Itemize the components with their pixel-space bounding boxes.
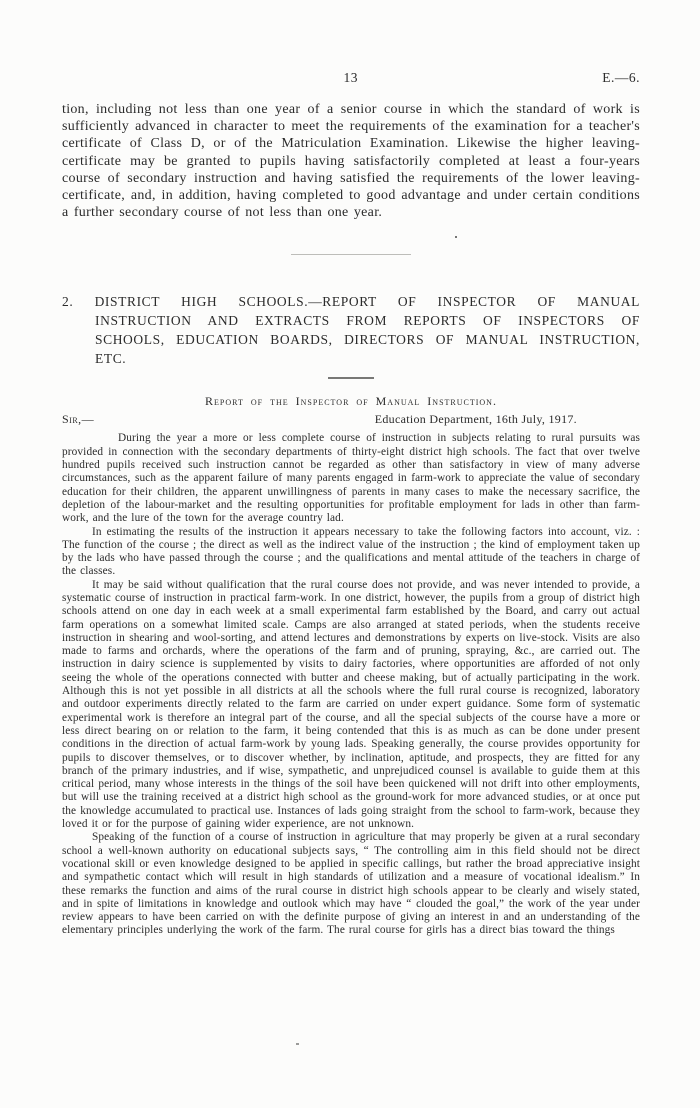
salutation-row [62, 412, 640, 427]
section-divider-light [291, 254, 411, 255]
report-paragraph: It may be said without qualification that the rural course does not provide, and was never intended to provide, a systematic course of instruction in practical farm-work. In one district, however, the pupils from a group of district high schools attend on one day in each week at a small experimental farm established by the Board, and carry out actual farm operations on a somewhat limited scale. Camps are also arranged at stated periods, when the students receive instruction in shearing and wool-sorting, and attend lectures and demonstrations by experts on live-stock. Visits are also made to farms and orchards, where the operations of the farm and of pruning, spraying, &c., are carried out. The instruction in dairy science is supplemented by visits to dairy factories, where opportunities are afforded of not only seeing the whole of the operations connected with butter and cheese making, but of actually participating in the work. Although this is not yet possible in all districts at all the schools where the full rural course is recognized, laboratory and outdoor experiments directly related to the farm are carried on under expert guidance. Some form of systematic experimental work is therefore an integral part of the course, and all the special subjects of the course have a more or less direct bearing on or relation to the farm, it being contended that this is as much as can be done under present conditions in the direction of actual farm-work by young lads. Speaking generally, the course provides opportunity for pupils to discover themselves, or to discover whether, by inclination, aptitude, and prospects, they are fitted for any branch of the primary industries, and if wise, sympathetic, and unprejudiced counsel is available to guide them at this critical period, many whose interests in the things of the soil have been quickened will not drift into other employments, but will use the training received at a district high school as the ground-work for more advanced studies, or at once put the knowledge accumulated to practical use. Instances of lads going straight from the school to farm-work, because they loved it or for the purpose of gaining wider experience, are not unknown. [62, 578, 640, 831]
report-paragraph: Speaking of the function of a course of instruction in agriculture that may properly be given at a rural secondary school a well-known authority on educational subjects says, “ The controlling aim in this field should not be direct vocational skill or even knowledge designed to be applied in specific callings, but rather the broad appreciative insight and sympathetic contact which will result in high standards of utilization and a measure of vocational idealism.” In these remarks the function and aims of the rural course in district high schools appear to be clearly and wisely stated, and in spite of limitations in knowledge and outlook which may have “ clouded the goal,” the work of the year under review appears to have been carried on with the definite purpose of giving an interest in and an understanding of the elementary principles underlying the work of the farm. The rural course for girls has a direct bias toward the things [62, 831, 640, 937]
running-head [62, 70, 640, 88]
document-reference: E.—6. [602, 70, 640, 85]
section-heading-text: DISTRICT HIGH SCHOOLS.—REPORT OF INSPECTOR OF MANUAL INSTRUCTION AND EXTRACTS FROM REPORTS OF INSPECTORS OF SCHOOLS, EDUCATION BOARDS, DIRECTORS OF MANUAL INSTRUCTION, ETC. [94, 294, 640, 367]
continuation-paragraph: tion, including not less than one year of a senior course in which the standard of work is sufficiently advanced in character to meet the requirements of the examination for a teacher's certificate of Class D, or of the Matriculation Examination. Likewise the higher leaving-certificate may be granted to pupils having satisfactorily completed at least a four-years course of secondary instruction and having satisfied the requirements of the lower leaving-certificate, and, in addition, having completed to good advantage and under certain conditions a further secondary course of not less than one year. [62, 102, 640, 221]
report-body [62, 432, 640, 937]
report-paragraph: In estimating the results of the instruction it appears necessary to take the following factors into account, viz. : The function of the course ; the direct as well as the indirect value of the instruction ; the kind of employment taken up by the lads who have passed through the course ; and the qualifications and mental attitude of the teachers in charge of the classes. [62, 525, 640, 578]
ink-speck [296, 1043, 299, 1045]
section-number: 2. [62, 294, 74, 310]
section-heading [62, 292, 640, 368]
salutation: Sir,— [62, 412, 95, 427]
page-number: 13 [343, 70, 358, 85]
ink-speck [455, 236, 457, 238]
report-paragraph: During the year a more or less complete course of instruction in subjects relating to rural pursuits was provided in connection with the secondary departments of thirty-eight district high schools. The fact that over twelve hundred pupils received such instruction cannot be regarded as other than satisfactory in view of many adverse circumstances, such as the apparent failure of many parents engaged in farm-work to appreciate the value of secondary education for their children, the apparent unwillingness of parents in many cases to make the necessary sacrifice, the depletion of the labour-market and the resulting opportunities for profitable employment for lads in other than farm-work, and the lure of the town for the average country lad. [62, 432, 640, 525]
report-title: Report of the Inspector of Manual Instruction. [205, 394, 497, 409]
dateline: Education Department, 16th July, 1917. [374, 412, 577, 427]
heading-divider [328, 377, 374, 379]
page-content [62, 70, 640, 938]
